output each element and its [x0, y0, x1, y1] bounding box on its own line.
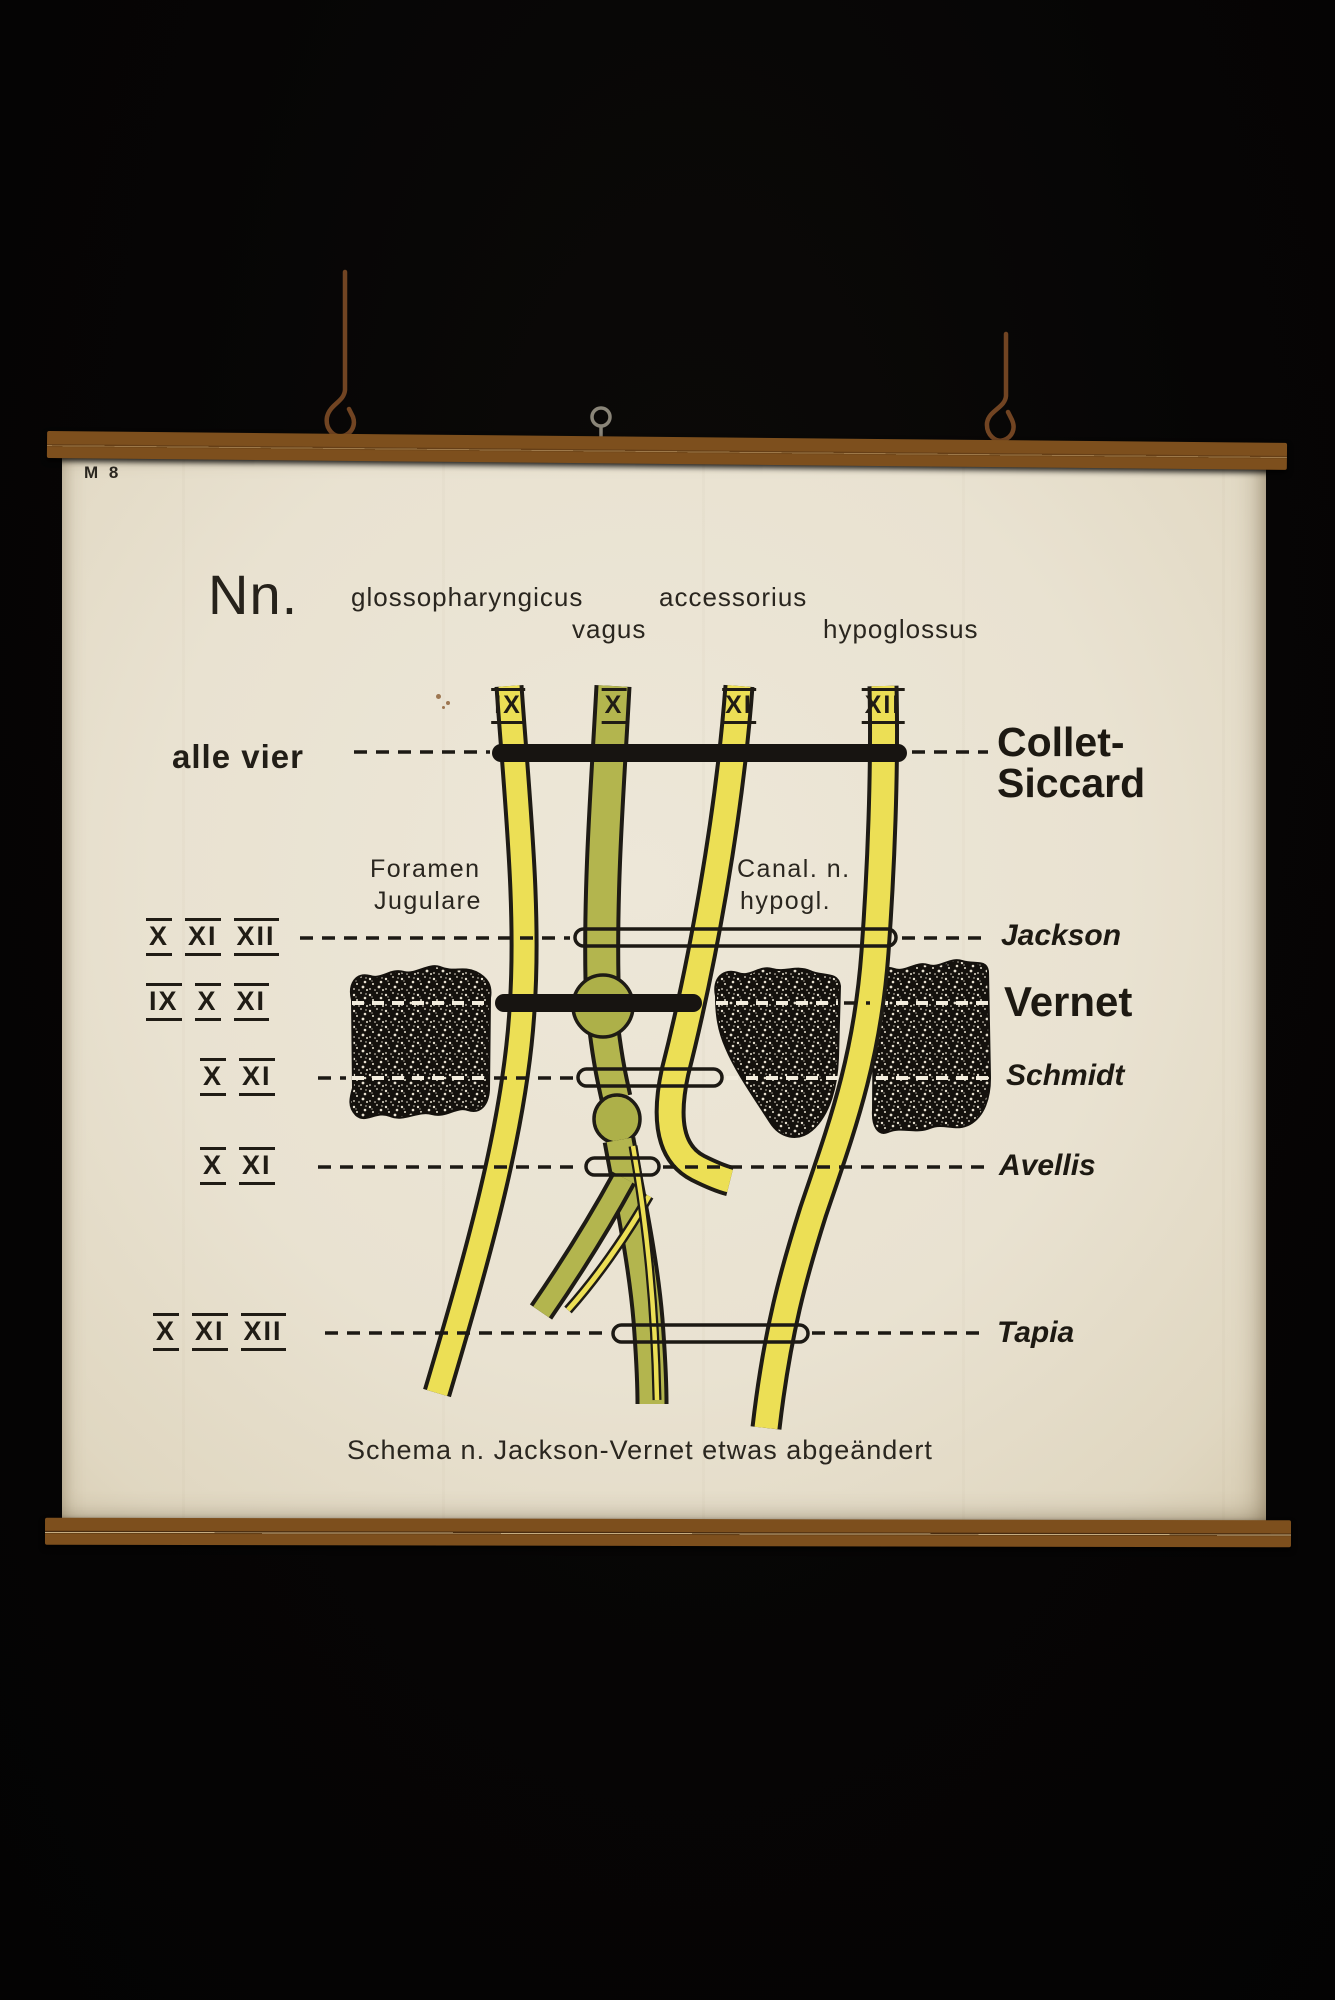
- syndrome-jackson: Jackson: [1001, 919, 1122, 952]
- row-numerals-tapia: X XI XII: [153, 1313, 286, 1351]
- syndrome-collet-line1: Collet-: [997, 719, 1125, 765]
- syndrome-schmidt: Schmidt: [1006, 1059, 1125, 1092]
- row-label-alle-vier: alle vier: [172, 738, 304, 775]
- paper-stain: [442, 706, 445, 709]
- syndrome-tapia: Tapia: [997, 1316, 1075, 1349]
- paper-stain: [446, 701, 450, 705]
- title-prefix: Nn.: [208, 563, 299, 626]
- title-accessorius: accessorius: [659, 582, 808, 612]
- syndrome-collet-siccard: [997, 719, 1146, 806]
- numeral-xii: XII: [862, 688, 905, 724]
- bottom-wooden-rail: [45, 1518, 1291, 1548]
- syndrome-avellis: Avellis: [999, 1149, 1096, 1182]
- title-glossopharyngicus: glossopharyngicus: [351, 582, 584, 612]
- caption: Schema n. Jackson-Vernet etwas abgeändert: [347, 1435, 933, 1465]
- plate-mark: M 8: [84, 463, 122, 482]
- paper-stain: [436, 694, 441, 699]
- row-numerals-vernet: IX X XI: [146, 983, 269, 1021]
- syndrome-vernet: Vernet: [1004, 978, 1133, 1025]
- row-numerals-schmidt: X XI: [200, 1058, 275, 1096]
- numeral-x: X: [602, 688, 627, 724]
- rail-groove: [47, 444, 1287, 459]
- row-numerals-avellis: X XI: [200, 1147, 275, 1185]
- rail-groove: [45, 1531, 1291, 1537]
- title-hypoglossus: hypoglossus: [823, 614, 979, 644]
- numeral-ix: IX: [491, 688, 525, 724]
- label-hypogl: hypogl.: [740, 887, 832, 915]
- syndrome-collet-line2: Siccard: [997, 760, 1146, 806]
- label-canal-n: Canal. n.: [737, 855, 851, 883]
- numeral-xi: XI: [722, 688, 756, 724]
- row-numerals-jackson: X XI XII: [146, 918, 279, 956]
- title-vagus: vagus: [572, 614, 647, 644]
- label-jugulare: Jugulare: [374, 887, 482, 915]
- label-foramen: Foramen: [370, 855, 481, 883]
